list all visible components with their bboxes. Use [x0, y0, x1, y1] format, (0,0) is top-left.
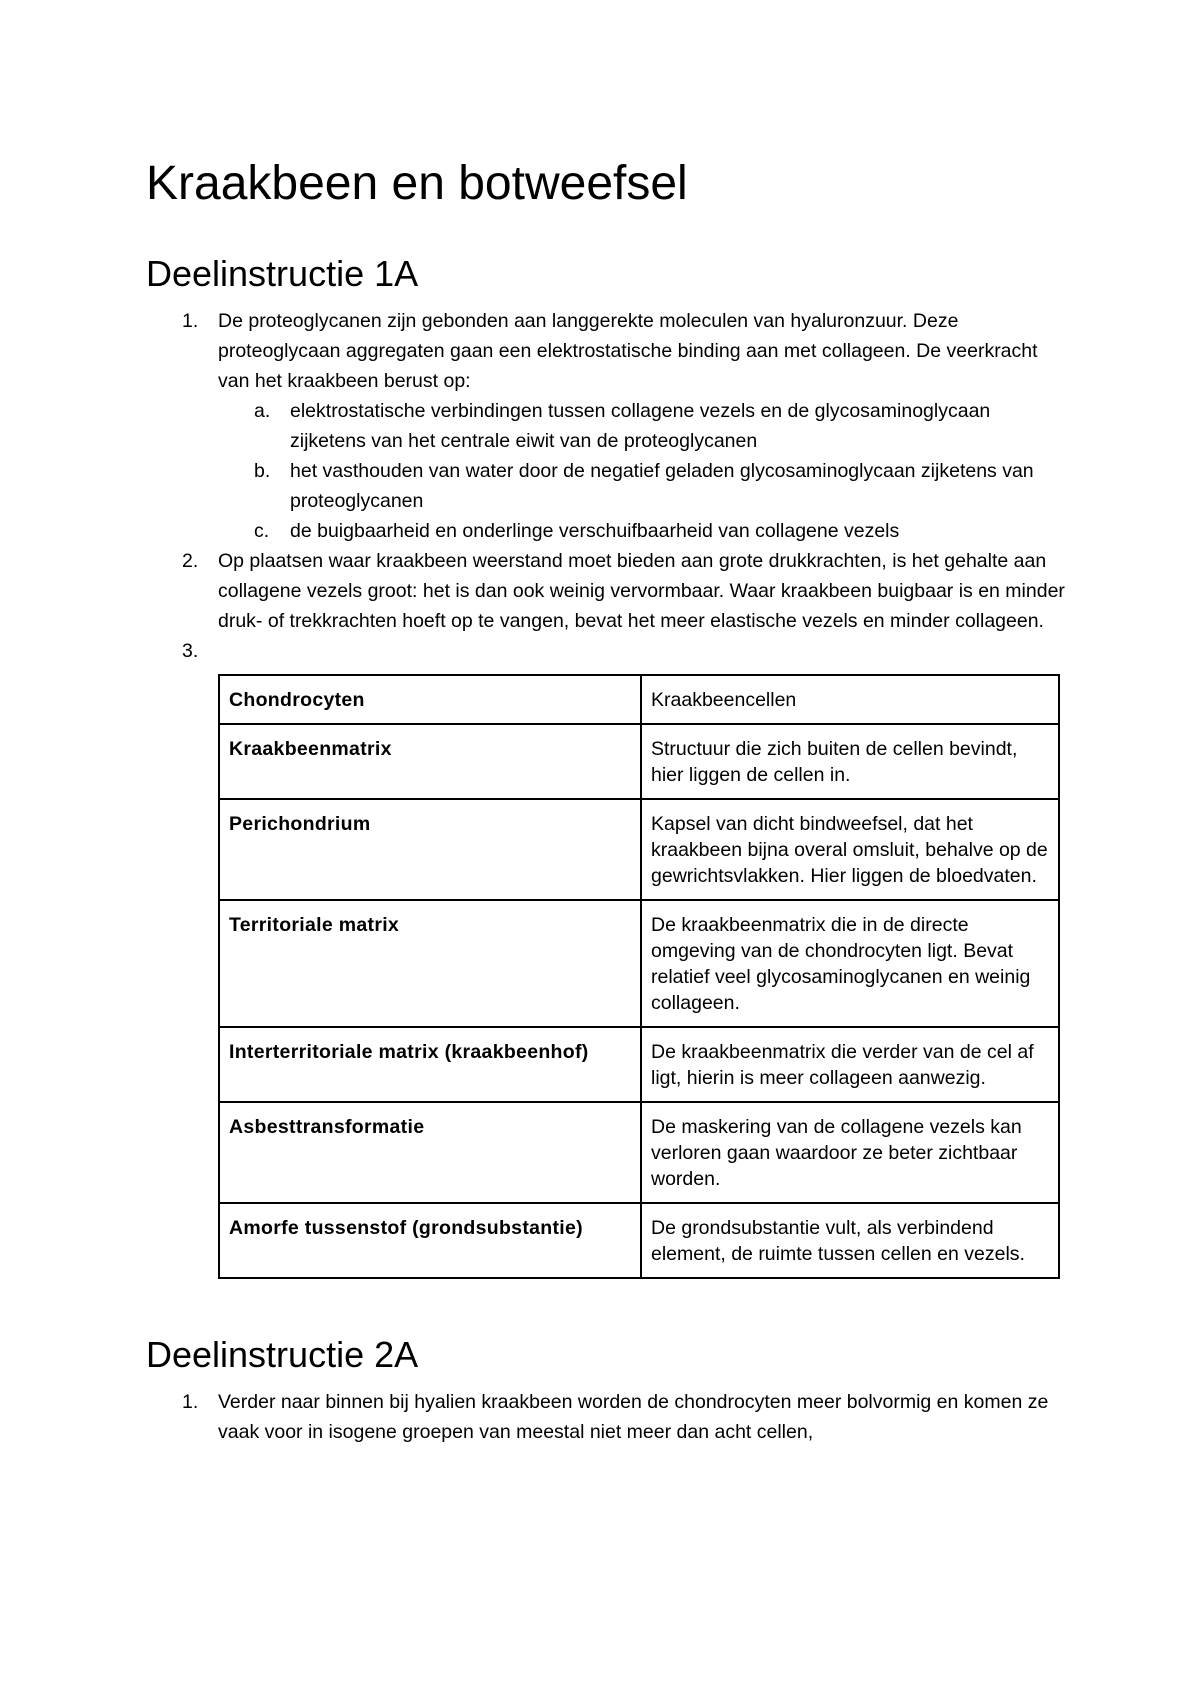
- list-letter: b.: [254, 460, 271, 482]
- term-cell: Amorfe tussenstof (grondsubstantie): [219, 1203, 641, 1278]
- term-cell: Asbesttransformatie: [219, 1102, 641, 1203]
- document-title: Kraakbeen en botweefsel: [146, 157, 688, 210]
- list-item-text: De proteoglycanen zijn gebonden aan langgerekte moleculen van hyaluronzuur. Deze proteoglycaan aggregaten gaan een elektrostatische binding aan met collageen. De veerkracht van het kraakbeen berust op:: [218, 310, 1038, 392]
- term-cell: Kraakbeenmatrix: [219, 724, 641, 799]
- term-cell: Chondrocyten: [219, 675, 641, 724]
- list-number: 3.: [182, 640, 199, 662]
- section-heading-2a: Deelinstructie 2A: [146, 1334, 419, 1375]
- definition-cell: Kraakbeencellen: [641, 675, 1059, 724]
- definition-cell: De grondsubstantie vult, als verbindend element, de ruimte tussen cellen en vezels.: [641, 1203, 1059, 1278]
- list-item-text: het vasthouden van water door de negatief geladen glycosaminoglycaan zijketens van proteoglycanen: [290, 460, 1034, 512]
- list-number: 1.: [182, 310, 199, 332]
- table-row: [219, 1203, 1059, 1278]
- list-number: 2.: [182, 550, 199, 572]
- definitions-table: [218, 674, 1060, 1279]
- table-row: [219, 1102, 1059, 1203]
- list-item: [146, 636, 1066, 666]
- list-item-text: Verder naar binnen bij hyalien kraakbeen worden de chondrocyten meer bolvormig en komen ze vaak voor in isogene groepen van meestal niet meer dan acht cellen,: [218, 1391, 1049, 1443]
- list-item: [218, 456, 1066, 516]
- section-heading-1a: Deelinstructie 1A: [146, 253, 419, 294]
- list-item: [146, 1387, 1066, 1447]
- table-row: [219, 675, 1059, 724]
- list-item: [146, 546, 1066, 636]
- document-page: [146, 140, 1066, 1447]
- term-cell: Perichondrium: [219, 799, 641, 900]
- definition-cell: De kraakbeenmatrix die verder van de cel af ligt, hierin is meer collageen aanwezig.: [641, 1027, 1059, 1102]
- table-row: [219, 900, 1059, 1027]
- list-item: [218, 516, 1066, 546]
- term-cell: Territoriale matrix: [219, 900, 641, 1027]
- definition-cell: Kapsel van dicht bindweefsel, dat het kraakbeen bijna overal omsluit, behalve op de gewrichtsvlakken. Hier liggen de bloedvaten.: [641, 799, 1059, 900]
- lettered-list: [218, 396, 1066, 546]
- list-number: 1.: [182, 1391, 199, 1413]
- list-item-text: elektrostatische verbindingen tussen collagene vezels en de glycosaminoglycaan zijketens van het centrale eiwit van de proteoglycanen: [290, 400, 991, 452]
- numbered-list-1a: [146, 306, 1066, 666]
- list-item-text: de buigbaarheid en onderlinge verschuifbaarheid van collagene vezels: [290, 520, 900, 542]
- definition-cell: Structuur die zich buiten de cellen bevindt, hier liggen de cellen in.: [641, 724, 1059, 799]
- numbered-list-2a: [146, 1387, 1066, 1447]
- table-row: [219, 799, 1059, 900]
- list-item: [218, 396, 1066, 456]
- term-cell: Interterritoriale matrix (kraakbeenhof): [219, 1027, 641, 1102]
- definition-cell: De kraakbeenmatrix die in de directe omgeving van de chondrocyten ligt. Bevat relatief veel glycosaminoglycanen en weinig collageen.: [641, 900, 1059, 1027]
- list-letter: a.: [254, 400, 271, 422]
- list-item-text: [218, 640, 223, 662]
- table-row: [219, 1027, 1059, 1102]
- list-letter: c.: [254, 520, 270, 542]
- list-item: [146, 306, 1066, 546]
- list-item-text: Op plaatsen waar kraakbeen weerstand moet bieden aan grote drukkrachten, is het gehalte aan collagene vezels groot: het is dan ook weinig vervormbaar. Waar kraakbeen buigbaar is en minder druk- of trekkrachten hoeft op te vangen, bevat het meer elastische vezels en minder collageen.: [218, 550, 1065, 632]
- definition-cell: De maskering van de collagene vezels kan verloren gaan waardoor ze beter zichtbaar worden.: [641, 1102, 1059, 1203]
- table-row: [219, 724, 1059, 799]
